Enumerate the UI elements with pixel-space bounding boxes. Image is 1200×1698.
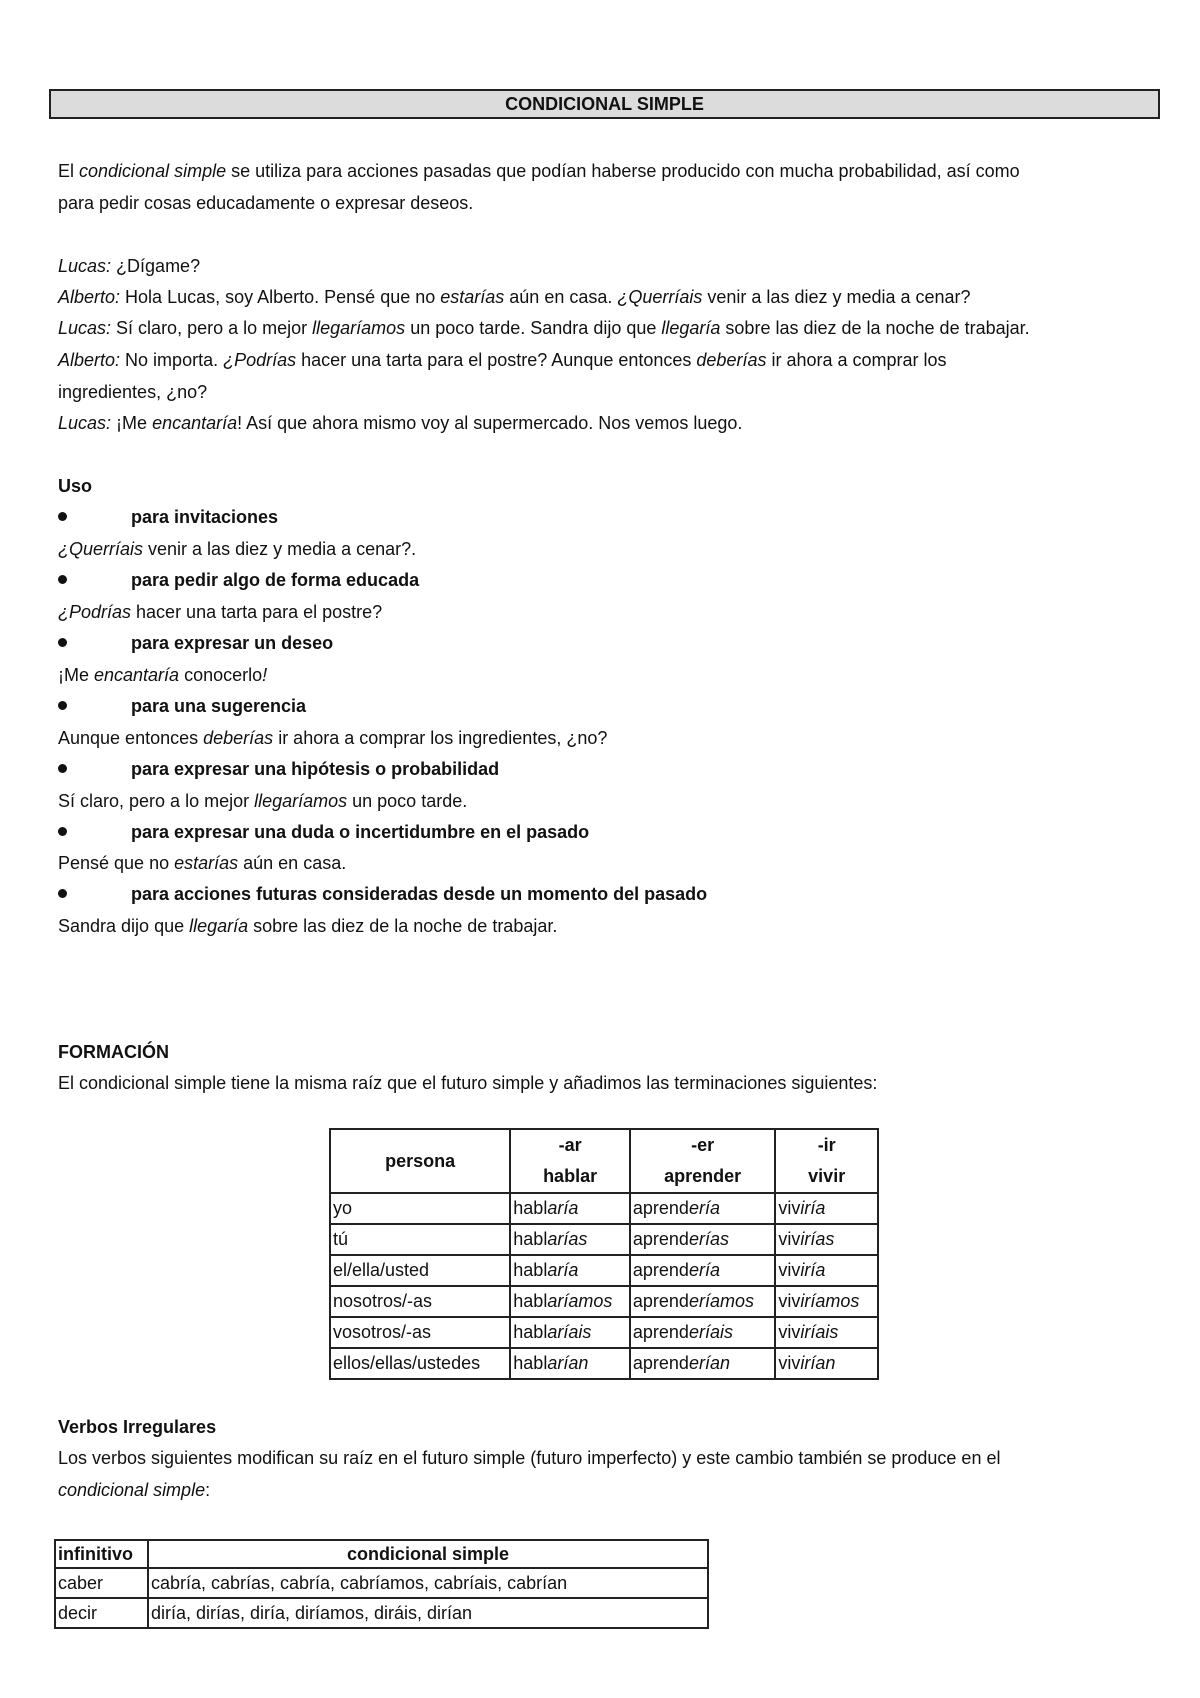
stem: aprend — [632, 1322, 689, 1342]
ending: ería — [688, 1260, 720, 1280]
verb: llegaríamos — [312, 318, 406, 338]
text: hacer una tarta para el postre? — [131, 602, 383, 622]
table-row — [330, 1286, 878, 1317]
text: No importa. — [120, 350, 224, 370]
uso-item-2-label: para pedir algo de forma educada — [131, 570, 420, 590]
text: Sandra dijo que — [58, 916, 190, 936]
cell-er — [630, 1348, 776, 1379]
stem: viv — [778, 1291, 801, 1311]
cell-ir — [775, 1193, 878, 1224]
bullet-icon — [58, 701, 67, 710]
cell-er — [630, 1286, 776, 1317]
uso-item-1-label: para invitaciones — [131, 507, 279, 527]
text: se utiliza para acciones pasadas que podían haberse producido con mucha probabilidad, así como — [226, 161, 1020, 181]
table-header-row — [55, 1540, 708, 1568]
table-row — [330, 1224, 878, 1255]
bullet-icon — [58, 827, 67, 836]
bullet-icon — [58, 764, 67, 773]
uso-item-5-label: para expresar una hipótesis o probabilidad — [131, 759, 500, 779]
cell-infinitivo: caber — [55, 1568, 148, 1598]
cell-ir — [775, 1286, 878, 1317]
text: Sí claro, pero a lo mejor — [111, 318, 313, 338]
ending: arían — [547, 1353, 589, 1373]
bullet-icon — [58, 512, 67, 521]
uso-item-6-label: para expresar una duda o incertidumbre en el pasado — [131, 822, 590, 842]
uso-item-6-example — [58, 852, 346, 874]
text: un poco tarde. — [347, 791, 468, 811]
stem: viv — [778, 1322, 801, 1342]
text: : — [205, 1480, 211, 1500]
cell-er — [630, 1317, 776, 1348]
verb: ¿Querríais — [617, 287, 703, 307]
text: aún en casa. — [504, 287, 618, 307]
text: ¡Me — [111, 413, 153, 433]
ending: irías — [800, 1229, 835, 1249]
text: ir ahora a comprar los — [766, 350, 947, 370]
bullet-icon — [58, 889, 67, 898]
cell-ir — [775, 1317, 878, 1348]
stem: aprend — [632, 1229, 689, 1249]
verb: deberías — [696, 350, 767, 370]
text: aún en casa. — [238, 853, 347, 873]
ending: iría — [800, 1260, 826, 1280]
ending: arías — [547, 1229, 588, 1249]
header-ar — [510, 1129, 630, 1193]
cell-ar — [510, 1348, 630, 1379]
dialogue-line-6 — [58, 412, 742, 434]
dialogue-line-3 — [58, 317, 1030, 339]
ending: -er — [691, 1135, 715, 1155]
ending: aría — [547, 1198, 579, 1218]
stem: aprend — [632, 1260, 689, 1280]
verb: llegaría — [661, 318, 721, 338]
ending: -ir — [817, 1135, 836, 1155]
ending: aríais — [547, 1322, 592, 1342]
cell-forms: cabría, cabrías, cabría, cabríamos, cabríais, cabrían — [148, 1568, 708, 1598]
irregulares-text-1: Los verbos siguientes modifican su raíz en el futuro simple (futuro imperfecto) y este cambio también se produce en el — [58, 1448, 1001, 1468]
dialogue-line-2 — [58, 286, 971, 308]
verb: llegaríamos — [254, 791, 348, 811]
stem: aprend — [632, 1353, 689, 1373]
cell-persona: nosotros/-as — [330, 1286, 510, 1317]
stem: aprend — [632, 1291, 689, 1311]
text: Aunque entonces — [58, 728, 204, 748]
cell-persona: el/ella/usted — [330, 1255, 510, 1286]
verb: hablar — [543, 1166, 598, 1186]
header-ir — [775, 1129, 878, 1193]
table-header-row — [330, 1129, 878, 1193]
text: sobre las diez de la noche de trabajar. — [248, 916, 558, 936]
cell-ir — [775, 1348, 878, 1379]
cell-er — [630, 1255, 776, 1286]
table-row — [330, 1348, 878, 1379]
uso-item-7-label: para acciones futuras consideradas desde un momento del pasado — [131, 884, 708, 904]
verb: ¿Podrías — [58, 602, 132, 622]
uso-item-2-example — [58, 601, 382, 623]
ending: iría — [800, 1198, 826, 1218]
header-er — [630, 1129, 776, 1193]
cell-er — [630, 1224, 776, 1255]
cell-persona: vosotros/-as — [330, 1317, 510, 1348]
text: Pensé que no — [58, 853, 175, 873]
header-infinitivo: infinitivo — [55, 1540, 148, 1568]
verb: llegaría — [189, 916, 249, 936]
cell-ar — [510, 1193, 630, 1224]
text: conocerlo — [179, 665, 263, 685]
speaker: Lucas: — [58, 318, 112, 338]
text: venir a las diez y media a cenar?. — [143, 539, 417, 559]
bullet-icon — [58, 575, 67, 584]
text: El — [58, 161, 80, 181]
intro-line-2: para pedir cosas educadamente o expresar deseos. — [58, 193, 474, 213]
dialogue-line-1 — [58, 255, 200, 277]
header-persona: persona — [330, 1129, 510, 1193]
cell-ar — [510, 1224, 630, 1255]
uso-item-3-label: para expresar un deseo — [131, 633, 334, 653]
verb: encantaría — [152, 413, 238, 433]
uso-item-4-label: para una sugerencia — [131, 696, 307, 716]
speaker: Alberto: — [58, 350, 121, 370]
uso-item-4-example — [58, 727, 607, 749]
uso-item-7-example — [58, 915, 557, 937]
stem: viv — [778, 1353, 801, 1373]
irregular-verbs-table — [54, 1539, 709, 1629]
irregulares-text-2 — [58, 1479, 210, 1501]
cell-persona: ellos/ellas/ustedes — [330, 1348, 510, 1379]
dialogue-line-5: ingredientes, ¿no? — [58, 382, 208, 402]
cell-ar — [510, 1317, 630, 1348]
ending: erían — [688, 1353, 730, 1373]
cell-infinitivo: decir — [55, 1598, 148, 1628]
ending: aríamos — [547, 1291, 613, 1311]
cell-ar — [510, 1286, 630, 1317]
text: ¡Me — [58, 665, 94, 685]
verb: ¿Querríais — [58, 539, 144, 559]
table-row — [55, 1598, 708, 1628]
intro-line-1 — [58, 160, 1020, 182]
cell-persona: yo — [330, 1193, 510, 1224]
bullet-icon — [58, 638, 67, 647]
text: ! — [262, 665, 268, 685]
verb: ¿Podrías — [223, 350, 297, 370]
conjugation-table — [329, 1128, 879, 1380]
cell-ir — [775, 1255, 878, 1286]
stem: aprend — [632, 1198, 689, 1218]
text: sobre las diez de la noche de trabajar. — [720, 318, 1030, 338]
text: hacer una tarta para el postre? Aunque entonces — [296, 350, 697, 370]
uso-item-3-example — [58, 664, 267, 686]
stem: habl — [513, 1198, 548, 1218]
verb: encantaría — [94, 665, 180, 685]
text: Hola Lucas, soy Alberto. Pensé que no — [120, 287, 441, 307]
term: condicional simple — [79, 161, 227, 181]
ending: iríamos — [800, 1291, 860, 1311]
table-row — [330, 1193, 878, 1224]
verb: estarías — [174, 853, 239, 873]
ending: irían — [800, 1353, 836, 1373]
table-row — [55, 1568, 708, 1598]
formacion-heading: FORMACIÓN — [58, 1042, 169, 1062]
uso-item-1-example — [58, 538, 416, 560]
ending: ería — [688, 1198, 720, 1218]
cell-ar — [510, 1255, 630, 1286]
text: venir a las diez y media a cenar? — [702, 287, 971, 307]
stem: viv — [778, 1198, 801, 1218]
stem: habl — [513, 1291, 548, 1311]
cell-forms: diría, dirías, diría, diríamos, diráis, dirían — [148, 1598, 708, 1628]
cell-er — [630, 1193, 776, 1224]
dialogue-line-4 — [58, 349, 947, 371]
stem: viv — [778, 1229, 801, 1249]
text: ! Así que ahora mismo voy al supermercado. Nos vemos luego. — [237, 413, 743, 433]
stem: habl — [513, 1353, 548, 1373]
header-condicional: condicional simple — [148, 1540, 708, 1568]
stem: viv — [778, 1260, 801, 1280]
speaker: Alberto: — [58, 287, 121, 307]
text: Sí claro, pero a lo mejor — [58, 791, 255, 811]
text: ir ahora a comprar los ingredientes, ¿no? — [273, 728, 608, 748]
page-title: CONDICIONAL SIMPLE — [49, 89, 1160, 119]
cell-persona: tú — [330, 1224, 510, 1255]
text: un poco tarde. Sandra dijo que — [405, 318, 662, 338]
ending: eríais — [688, 1322, 733, 1342]
stem: habl — [513, 1229, 548, 1249]
irregulares-heading: Verbos Irregulares — [58, 1417, 217, 1437]
stem: habl — [513, 1260, 548, 1280]
formacion-text: El condicional simple tiene la misma raíz que el futuro simple y añadimos las terminaciones siguientes: — [58, 1073, 878, 1093]
text: ¿Dígame? — [111, 256, 201, 276]
table-row — [330, 1317, 878, 1348]
uso-heading: Uso — [58, 476, 93, 496]
verb: estarías — [440, 287, 505, 307]
ending: -ar — [558, 1135, 582, 1155]
verb: vivir — [808, 1166, 846, 1186]
ending: erías — [688, 1229, 729, 1249]
verb: deberías — [203, 728, 274, 748]
verb: aprender — [664, 1166, 742, 1186]
stem: habl — [513, 1322, 548, 1342]
ending: aría — [547, 1260, 579, 1280]
speaker: Lucas: — [58, 256, 112, 276]
uso-item-5-example — [58, 790, 467, 812]
speaker: Lucas: — [58, 413, 112, 433]
cell-ir — [775, 1224, 878, 1255]
ending: iríais — [800, 1322, 839, 1342]
ending: eríamos — [688, 1291, 754, 1311]
table-row — [330, 1255, 878, 1286]
term: condicional simple — [58, 1480, 206, 1500]
